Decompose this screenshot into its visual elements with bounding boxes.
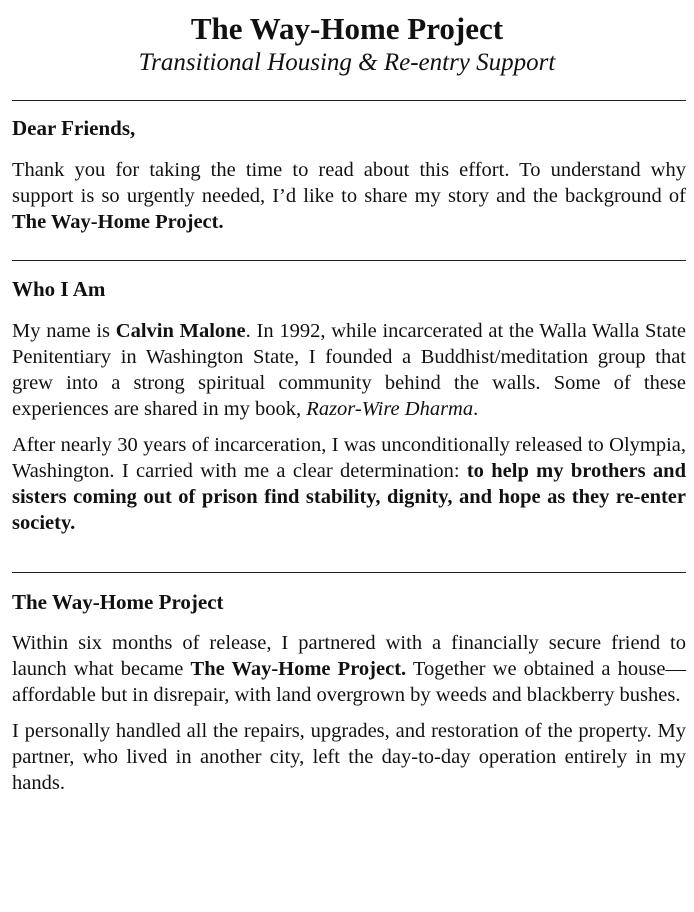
author-name: Calvin Malone (115, 320, 246, 342)
who-p1-text-a: My name is (12, 320, 116, 342)
greeting-heading: Dear Friends, (12, 116, 136, 140)
greeting-text: Thank you for taking the time to read about this effort. To understand why support is so urgently needed, I’d like to share my story and the background of (12, 159, 686, 207)
book-title: Razor-Wire Dharma (306, 398, 474, 420)
who-paragraph-1 (12, 318, 686, 422)
project-paragraph-1 (12, 630, 686, 708)
project-p1-text-a: Within six months of release, I partnered with a financially secure friend to launch what became (12, 632, 686, 680)
mission-statement: to help my brothers and sisters coming out of prison find stability, dignity, and hope as they re-enter society. (12, 460, 686, 534)
letter-header (0, 0, 694, 79)
greeting-project-name: The Way-Home Project. (12, 211, 224, 233)
project-p1-text-b: Together we obtained a house—affordable but in disrepair, with land overgrown by weeds and blackberry bushes. (12, 658, 686, 706)
who-paragraph-2 (12, 432, 686, 536)
who-p2-text: After nearly 30 years of incarceration, I was unconditionally released to Olympia, Washington. I carried with me a clear determination: (12, 434, 686, 482)
project-paragraph-2: I personally handled all the repairs, upgrades, and restoration of the property. My partner, who lived in another city, left the day-to-day operation entirely in my hands. (12, 720, 686, 794)
page-subtitle: Transitional Housing & Re-entry Support (138, 49, 556, 76)
section-greeting (0, 101, 694, 235)
section-who-i-am (0, 261, 694, 536)
project-heading: The Way-Home Project (12, 590, 224, 614)
who-p1-text-c: . (473, 398, 479, 420)
page-title: The Way-Home Project (190, 11, 504, 46)
project-name-bold: The Way-Home Project. (190, 658, 407, 680)
who-heading: Who I Am (12, 277, 106, 301)
who-p1-text-b: . In 1992, while incarcerated at the Walla Walla State Penitentiary in Washington State, I founded a Buddhist/meditation group that grew into a strong spiritual community behind the walls. Some of these experiences are shared in my book, (12, 320, 686, 420)
greeting-paragraph (12, 157, 686, 235)
section-project (0, 573, 694, 796)
